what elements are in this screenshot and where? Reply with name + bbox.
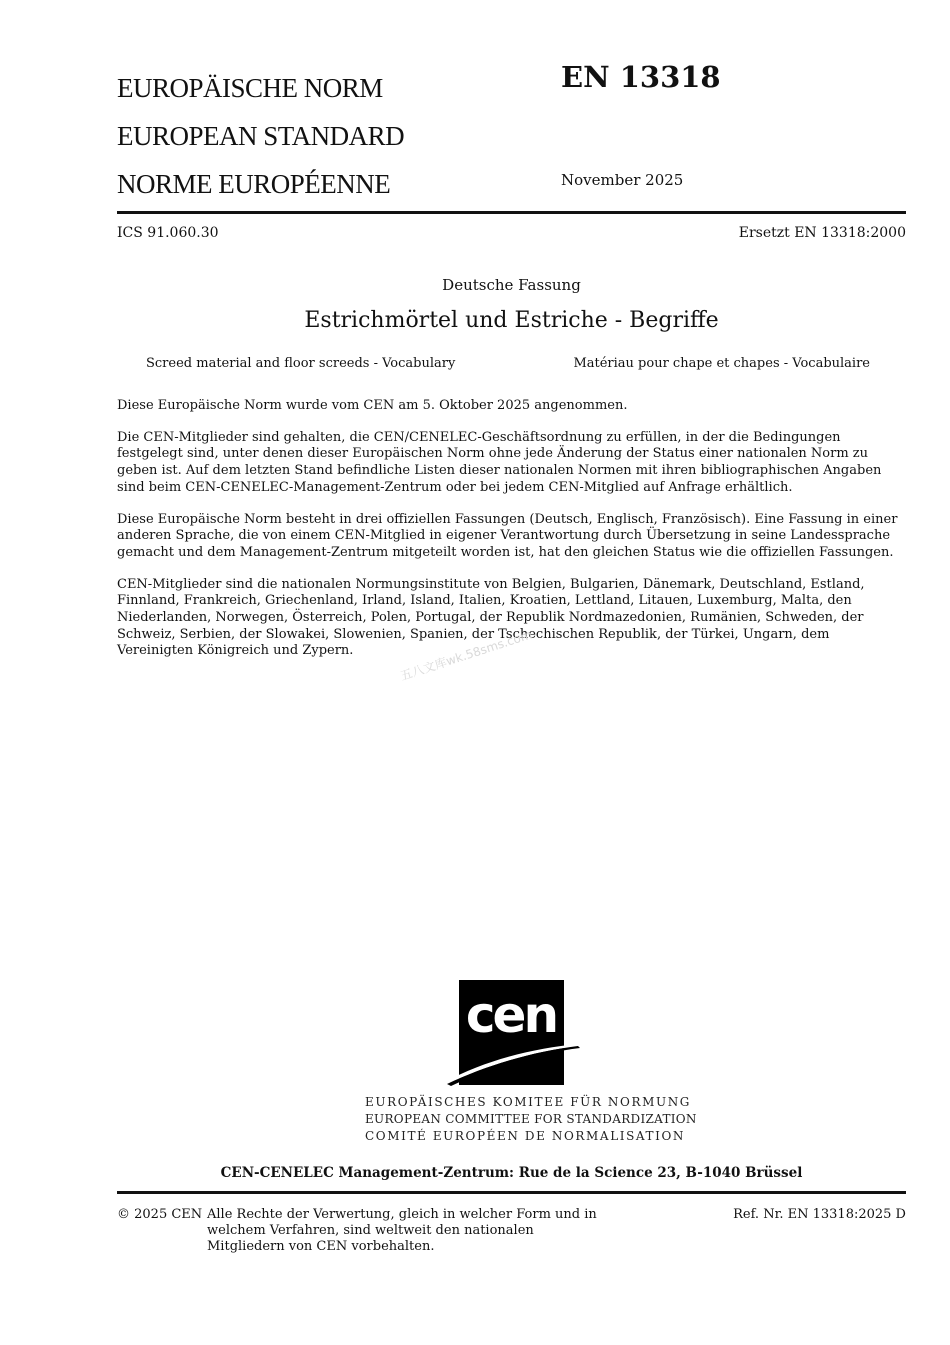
watermark: 五八文库wk.58sms.com bbox=[398, 627, 534, 684]
committee-name-fr: COMITÉ EUROPÉEN DE NORMALISATION bbox=[365, 1129, 686, 1143]
committee-name-en: EUROPEAN COMMITTEE FOR STANDARDIZATION bbox=[365, 1112, 697, 1126]
standard-number: EN 13318 bbox=[561, 60, 721, 94]
version-label: Deutsche Fassung bbox=[442, 276, 581, 294]
copyright: © 2025 CEN bbox=[117, 1207, 203, 1222]
standard-title-fr: NORME EUROPÉENNE bbox=[117, 169, 391, 199]
paragraph-versions: Diese Europäische Norm besteht in drei offiziellen Fassungen (Deutsch, Englisch, Französisch). Eine Fassung in einer anderen Sprache, die von einem CEN-Mitglied in eigener Verantwortung durch Übersetzung in seine Landessprache gemacht und dem Management-Zentrum mitgeteilt worden ist, hat den gleichen Status wie die offiziellen Fassungen. bbox=[117, 511, 898, 560]
ics-code: ICS 91.060.30 bbox=[117, 225, 219, 241]
standard-title-de: EUROPÄISCHE NORM bbox=[117, 73, 383, 103]
svg-text:cen: cen bbox=[465, 986, 557, 1044]
committee-names bbox=[365, 1094, 697, 1145]
title-english: Screed material and floor screeds - Vocabulary bbox=[146, 356, 456, 371]
paragraph-regulations: Die CEN-Mitglieder sind gehalten, die CEN/CENELEC-Geschäftsordnung zu erfüllen, in der die Bedingungen festgelegt sind, unter denen dieser Europäischen Norm ohne jede Änderung der Status einer nationalen Norm zu geben ist. Auf dem letzten Stand befindliche Listen dieser nationalen Normen mit ihren bibliographischen Angaben sind beim CEN-CENELEC-Management-Zentrum oder bei jedem CEN-Mitglied auf Anfrage erhältlich. bbox=[117, 429, 882, 495]
document-title: Estrichmörtel und Estriche - Begriffe bbox=[304, 308, 719, 333]
paragraph-members: CEN-Mitglieder sind die nationalen Normungsinstitute von Belgien, Bulgarien, Dänemark, Deutschland, Estland, Finnland, Frankreich, Griechenland, Irland, Island, Italien, Kroatien, Lettland, Litauen, Luxemburg, Malta, den Niederlanden, Norwegen, Österreich, Polen, Portugal, der Republik Nordmazedonien, Rumänien, Schweden, der Schweiz, Serbien, der Slowakei, Slowenien, Spanien, der Tschechischen Republik, der Türkei, Ungarn, dem Vereinigten Königreich und Zypern. bbox=[117, 576, 865, 659]
standard-title-en: EUROPEAN STANDARD bbox=[117, 121, 405, 151]
footer-divider bbox=[117, 1191, 906, 1194]
title-french: Matériau pour chape et chapes - Vocabulaire bbox=[573, 356, 870, 371]
management-address: CEN-CENELEC Management-Zentrum: Rue de la Science 23, B-1040 Brüssel bbox=[220, 1165, 803, 1181]
committee-name-de: EUROPÄISCHES KOMITEE FÜR NORMUNG bbox=[365, 1095, 691, 1109]
header-divider bbox=[117, 211, 906, 214]
publication-date: November 2025 bbox=[561, 171, 684, 189]
paragraph-adoption: Diese Europäische Norm wurde vom CEN am 5. Oktober 2025 angenommen. bbox=[117, 398, 628, 413]
replaces-standard: Ersetzt EN 13318:2000 bbox=[738, 225, 906, 241]
reference-number: Ref. Nr. EN 13318:2025 D bbox=[733, 1207, 906, 1222]
cen-logo-icon bbox=[445, 980, 580, 1086]
rights-statement: Alle Rechte der Verwertung, gleich in welcher Form und in welchem Verfahren, sind weltweit den nationalen Mitgliedern von CEN vorbehalten. bbox=[207, 1207, 597, 1254]
standard-titles bbox=[117, 64, 404, 208]
